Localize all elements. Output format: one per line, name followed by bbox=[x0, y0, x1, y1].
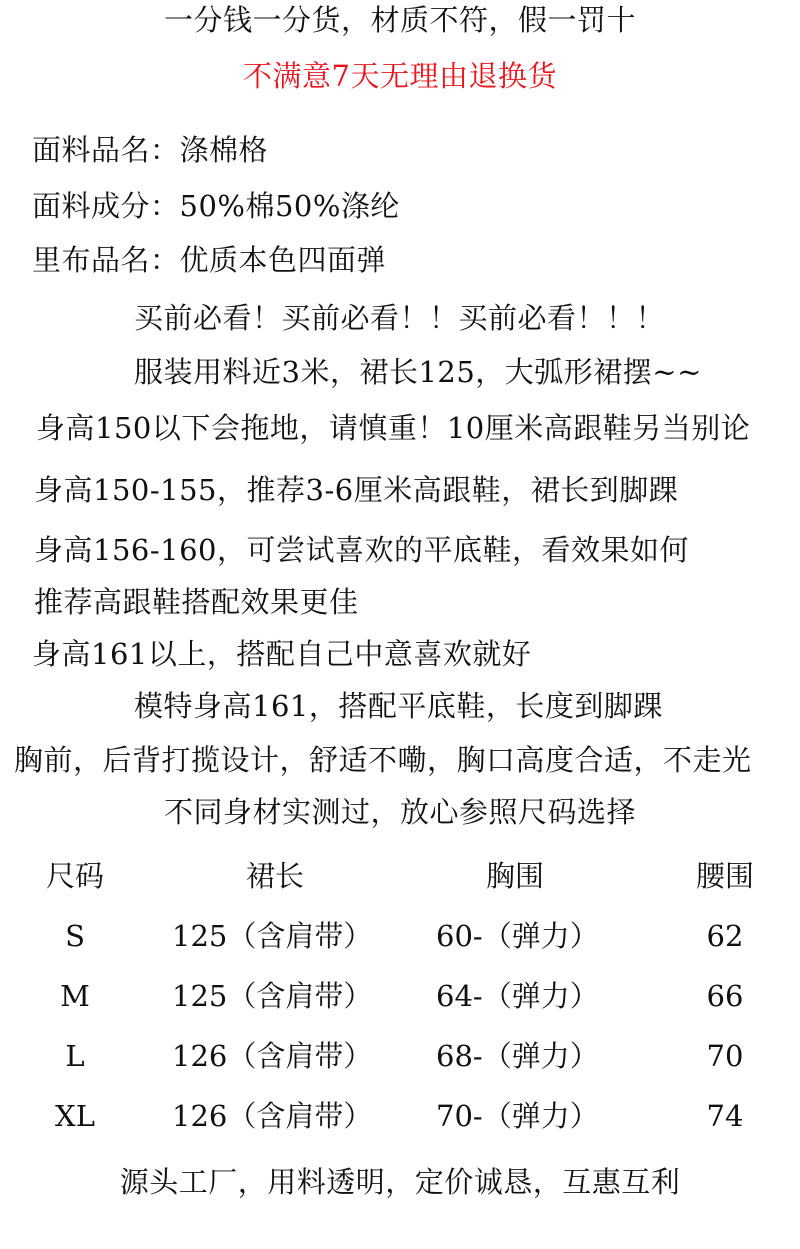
guarantee-line: 一分钱一分货，材质不符，假一罚十 bbox=[163, 3, 636, 37]
header-size: 尺码 bbox=[45, 859, 104, 893]
length-cell: 126（含肩带） bbox=[172, 1099, 373, 1133]
height-161-note: 身高161以上，搭配自己中意喜欢就好 bbox=[32, 637, 532, 671]
length-cell: 125（含肩带） bbox=[172, 919, 373, 953]
table-row bbox=[0, 979, 800, 1042]
measure-note: 不同身材实测过，放心参照尺码选择 bbox=[163, 795, 636, 829]
waist-cell: 70 bbox=[706, 1039, 744, 1073]
model-note: 模特身高161，搭配平底鞋，长度到脚踝 bbox=[134, 689, 663, 723]
fabric-composition: 面料成分：50%棉50%涤纶 bbox=[32, 189, 400, 223]
design-note: 胸前，后背打揽设计，舒适不嘞，胸口高度合适，不走光 bbox=[14, 743, 752, 777]
waist-cell: 62 bbox=[706, 919, 744, 953]
bust-cell: 60-（弹力） bbox=[436, 919, 599, 953]
return-policy-line: 不满意7天无理由退换货 bbox=[243, 59, 557, 93]
size-table bbox=[0, 859, 800, 1162]
fabric-name: 面料品名：涤棉格 bbox=[32, 133, 269, 167]
header-waist: 腰围 bbox=[695, 859, 754, 893]
bust-cell: 64-（弹力） bbox=[436, 979, 599, 1013]
must-read-note: 买前必看！买前必看！！买前必看！！！ bbox=[134, 301, 666, 335]
header-length: 裙长 bbox=[245, 859, 304, 893]
length-cell: 126（含肩带） bbox=[172, 1039, 373, 1073]
size-table-header bbox=[0, 859, 800, 922]
size-cell: S bbox=[65, 919, 85, 953]
size-cell: XL bbox=[55, 1099, 95, 1133]
bust-cell: 68-（弹力） bbox=[436, 1039, 599, 1073]
height-150-155-note: 身高150-155，推荐3-6厘米高跟鞋，裙长到脚踝 bbox=[34, 473, 679, 507]
header-bust: 胸围 bbox=[485, 859, 544, 893]
bust-cell: 70-（弹力） bbox=[436, 1099, 599, 1133]
heels-recommend-note: 推荐高跟鞋搭配效果更佳 bbox=[34, 585, 359, 619]
length-cell: 125（含肩带） bbox=[172, 979, 373, 1013]
table-row bbox=[0, 919, 800, 982]
footer-slogan: 源头工厂，用料透明，定价诚恳，互惠互利 bbox=[119, 1165, 681, 1199]
lining-name: 里布品名：优质本色四面弹 bbox=[32, 243, 387, 277]
size-cell: L bbox=[65, 1039, 85, 1073]
size-cell: M bbox=[60, 979, 90, 1013]
waist-cell: 74 bbox=[706, 1099, 744, 1133]
table-row bbox=[0, 1039, 800, 1102]
waist-cell: 66 bbox=[706, 979, 744, 1013]
height-150-note: 身高150以下会拖地，请慎重！10厘米高跟鞋另当别论 bbox=[36, 411, 751, 445]
length-note: 服装用料近3米，裙长125，大弧形裙摆~~ bbox=[134, 355, 702, 389]
height-156-160-note: 身高156-160，可尝试喜欢的平底鞋，看效果如何 bbox=[34, 533, 690, 567]
table-row bbox=[0, 1099, 800, 1162]
